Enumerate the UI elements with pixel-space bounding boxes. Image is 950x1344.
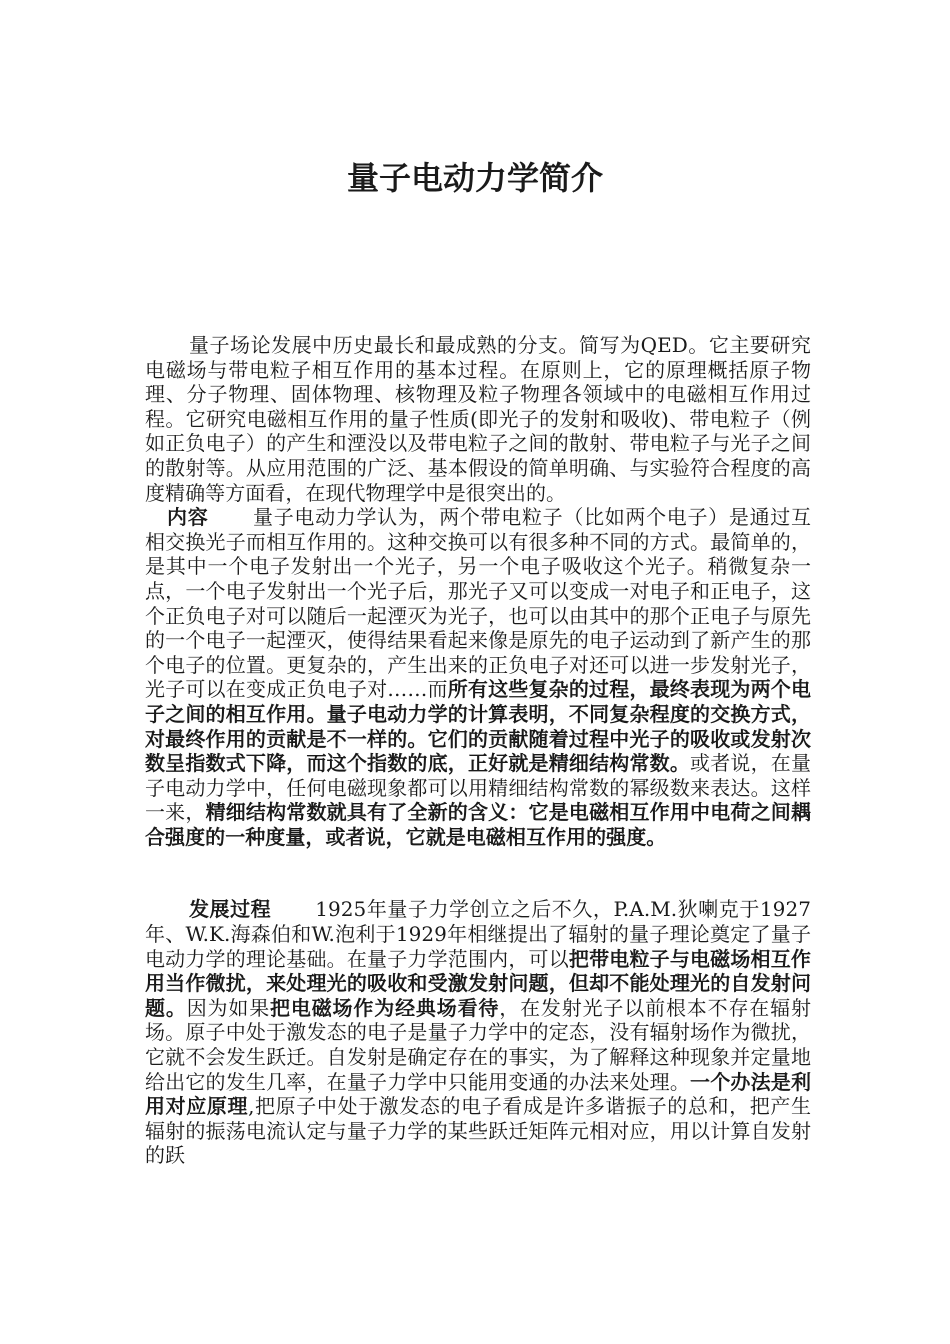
history-bold-1: 把带电粒子与电磁场相互作用当作微扰，来处理光的吸收和受激发射问题，但却不能处理光的自发射问题。 bbox=[145, 946, 811, 1020]
section-gap bbox=[145, 849, 811, 897]
history-bold-3: 一个办法是利用对应原理 bbox=[145, 1069, 811, 1119]
document-body bbox=[145, 333, 811, 1168]
document-title: 量子电动力学简介 bbox=[346, 159, 603, 197]
content-bold-2: 精细结构常数就具有了全新的含义：它是电磁相互作用中电荷之间耦合强度的一种度量，或者说，它就是电磁相互作用的强度。 bbox=[145, 800, 811, 849]
history-text-4: ,把原子中处于激发态的电子看成是许多谐振子的总和，把产生辐射的振荡电流认定与量子力学的某些跃迁矩阵元相对应，用以计算自发射的跃 bbox=[145, 1094, 811, 1168]
history-heading: 发展过程 bbox=[189, 897, 272, 922]
history-text-2: 因为如果 bbox=[186, 995, 271, 1020]
content-heading: 内容 bbox=[167, 505, 209, 530]
history-paragraph bbox=[145, 897, 811, 1168]
content-paragraph bbox=[145, 505, 811, 849]
content-text-2: 或者说，在量子电动力学中，任何电磁现象都可以用精细结构常数的幂级数来表达。这样一来， bbox=[145, 751, 811, 825]
content-text-1: 量子电动力学认为，两个带电粒子（比如两个电子）是通过互相交换光子而相互作用的。这种交换可以有很多种不同的方式。最简单的，是其中一个电子发射出一个光子，另一个电子吸收这个光子。稍微复杂一点，一个电子发射出一个光子后，那光子又可以变成一对电子和正电子，这个正负电子对可以随后一起湮灭为光子，也可以由其中的那个正电子与原先的一个电子一起湮灭，使得结果看起来像是原先的电子运动到了新产生的那个电子的位置。更复杂的，产生出来的正负电子对还可以进一步发射光子，光子可以在变成正负电子对……而 bbox=[145, 505, 811, 702]
history-text-3: ，在发射光子以前根本不存在辐射场。原子中处于激发态的电子是量子力学中的定态，没有辐射场作为微扰，它就不会发生跃迁。自发射是确定存在的事实，为了解释这种现象并定量地给出它的发生几率，在量子力学中只能用变通的办法来处理。 bbox=[145, 995, 812, 1094]
intro-paragraph: 量子场论发展中历史最长和最成熟的分支。简写为QED。它主要研究电磁场与带电粒子相互作用的基本过程。在原则上，它的原理概括原子物理、分子物理、固体物理、核物理及粒子物理各领域中的电磁相互作用过程。它研究电磁相互作用的量子性质(即光子的发射和吸收)、带电粒子（例如正负电子）的产生和湮没以及带电粒子之间的散射、带电粒子与光子之间的散射等。从应用范围的广泛、基本假设的简单明确、与实验符合程度的高度精确等方面看，在现代物理学中是很突出的。 bbox=[145, 333, 811, 505]
history-text-1: 1925年量子力学创立之后不久，P.A.M.狄喇克于1927年、W.K.海森伯和W.泡利于1929年相继提出了辐射的量子理论奠定了量子电动力学的理论基础。在量子力学范围内，可以 bbox=[145, 897, 811, 971]
history-bold-2: 把电磁场作为经典场看待 bbox=[270, 995, 500, 1020]
content-bold-1: 所有这些复杂的过程，最终表现为两个电子之间的相互作用。量子电动力学的计算表明，不同复杂程度的交换方式，对最终作用的贡献是不一样的。它们的贡献随着过程中光子的吸收或发射次数呈指数式下降，而这个指数的底，正好就是精细结构常数。 bbox=[145, 677, 812, 776]
